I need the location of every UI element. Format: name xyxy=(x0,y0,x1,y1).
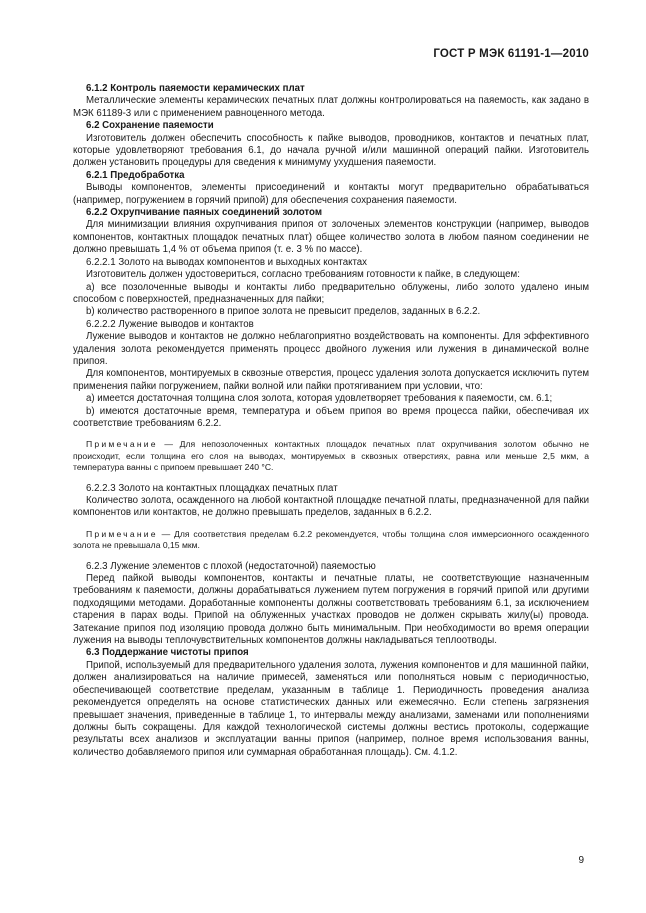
note-label: Примечание xyxy=(86,439,158,450)
heading-6-2-1: 6.2.1 Предобработка xyxy=(86,169,185,181)
page-number: 9 xyxy=(578,855,584,866)
document-body xyxy=(73,83,589,759)
heading-6-2: 6.2 Сохранение паяемости xyxy=(86,120,214,132)
standard-header: ГОСТ Р МЭК 61191-1—2010 xyxy=(433,48,589,60)
paragraph: Для компонентов, монтируемых в сквозные отверстия, процесс удаления золота допускается исключить путем применения пайки погружением, пайки волной или пайки протягиванием при условии, что: xyxy=(73,368,589,392)
list-item: а) все позолоченные выводы и контакты либо предварительно облужены, либо золото удалено иным способом с поверхностей, предназначенных для пайки; xyxy=(73,281,589,305)
paragraph: Количество золота, осажденного на любой контактной площадке печатной платы, предназначенной для пайки компонентов или контактов, не должно превышать пределов, заданных в 6.2.2. xyxy=(73,495,589,519)
paragraph: Выводы компонентов, элементы присоединений и контакты могут предварительно обрабатываться (например, погружением в горячий припой) для обеспечения сохранения паяемости. xyxy=(73,182,589,206)
heading-6-2-2: 6.2.2 Охрупчивание паяных соединений золотом xyxy=(86,207,322,219)
subheading-6-2-2-2: 6.2.2.2 Лужение выводов и контактов xyxy=(86,318,254,330)
paragraph: Изготовитель должен обеспечить способность к пайке выводов, проводников, контактов и печатных плат, которые удовлетворяют требования 6.1, до начала ручной и/или машинной операций пайки. Изготовитель должен установить процедуры для сведения к минимуму ухудшения паяемости. xyxy=(73,132,589,169)
subheading-6-2-3: 6.2.3 Лужение элементов с плохой (недостаточной) паяемостью xyxy=(86,560,376,572)
paragraph: Металлические элементы керамических печатных плат должны контролироваться на паяемость, как задано в МЭК 61189-3 или с применением равноценного метода. xyxy=(73,95,589,119)
note-2 xyxy=(73,529,589,552)
list-item: b) имеются достаточные время, температура и объем припоя во время процесса пайки, обеспечивая их соответствие требованиям 6.2.2. xyxy=(73,405,589,429)
note-text: — Для непозолоченных контактных площадок печатных плат охрупчивания золотом обычно не происходит, если толщина его слоя на выводах, монтируемых в сквозных отверстиях, равна или меньше 2,5 мкм, а температура ванны с припоем превышает 240 °С. xyxy=(73,439,589,473)
list-item: а) имеется достаточная толщина слоя золота, которая удовлетворяет требования к паяемости, см. 6.1; xyxy=(86,393,553,405)
subheading-6-2-2-3: 6.2.2.3 Золото на контактных площадках печатных плат xyxy=(86,482,338,494)
note-label: Примечание xyxy=(86,528,158,539)
paragraph: Для минимизации влияния охрупчивания припоя от золоченых элементов конструкции (например, выводов компонентов, контактных площадок печатных плат) общее количество золота в любом паяном соединении не должно превышать 1,4 % от объема припоя (т. е. 3 % по массе). xyxy=(73,219,589,256)
subheading-6-2-2-1: 6.2.2.1 Золото на выводах компонентов и выходных контактах xyxy=(86,256,368,268)
paragraph: Лужение выводов и контактов не должно неблагоприятно воздействовать на компоненты. Для эффективного удаления золота рекомендуется применять процесс двойного лужения или лужения в динамической волне припоя. xyxy=(73,331,589,367)
paragraph: Припой, используемый для предварительного удаления золота, лужения компонентов и для машинной пайки, должен анализироваться на наличие примесей, заменяться или пополняться новым с периодичностью, обеспечивающей соответствие пределам, указанным в таблице 1. Периодичность проведения анализа рекомендуется определять на основе статистических данных или ежемесячно. Если степень загрязнения превышает значения, приведенные в таблице 1, то интервалы между анализами, заменами или пополнениями должны быть сокращены. Для каждой технологической системы должны вестись протоколы, содержащие результаты всех анализов и эксплуатации ванны припоя (например, полное время использования ванны, количество добавляемого припоя или суммарная обработанная площадь). См. 4.1.2. xyxy=(73,659,589,758)
note-text: — Для соответствия пределам 6.2.2 рекомендуется, чтобы толщина слоя иммерсионного осажденного золота не превышала 0,15 мкм. xyxy=(73,528,589,551)
list-item: b) количество растворенного в припое золота не превысит пределов, заданных в 6.2.2. xyxy=(86,306,481,318)
paragraph: Изготовитель должен удостовериться, согласно требованиям готовности к пайке, в следующем: xyxy=(86,269,520,281)
heading-6-1-2: 6.1.2 Контроль паяемости керамических плат xyxy=(86,83,305,94)
heading-6-3: 6.3 Поддержание чистоты припоя xyxy=(86,647,249,659)
paragraph: Перед пайкой выводы компонентов, контакты и печатные платы, не соответствующие назначенным требованиям к паяемости, должны дорабатываться лужением путем погружения в горячий припой или другими подходящими методами. Доработанные компоненты должны соответствовать требованиям 6.1, за исключением старения в парах воды. Припой на облуженных участках проводов не должен скрывать жилу(ы) провода. Затекание припоя под изоляцию провода должно быть минимальным. При необходимости во время операции лужения на выводы теплочувствительных компонентов должны накладываться теплоотводы. xyxy=(73,573,589,647)
note-1 xyxy=(73,439,589,473)
